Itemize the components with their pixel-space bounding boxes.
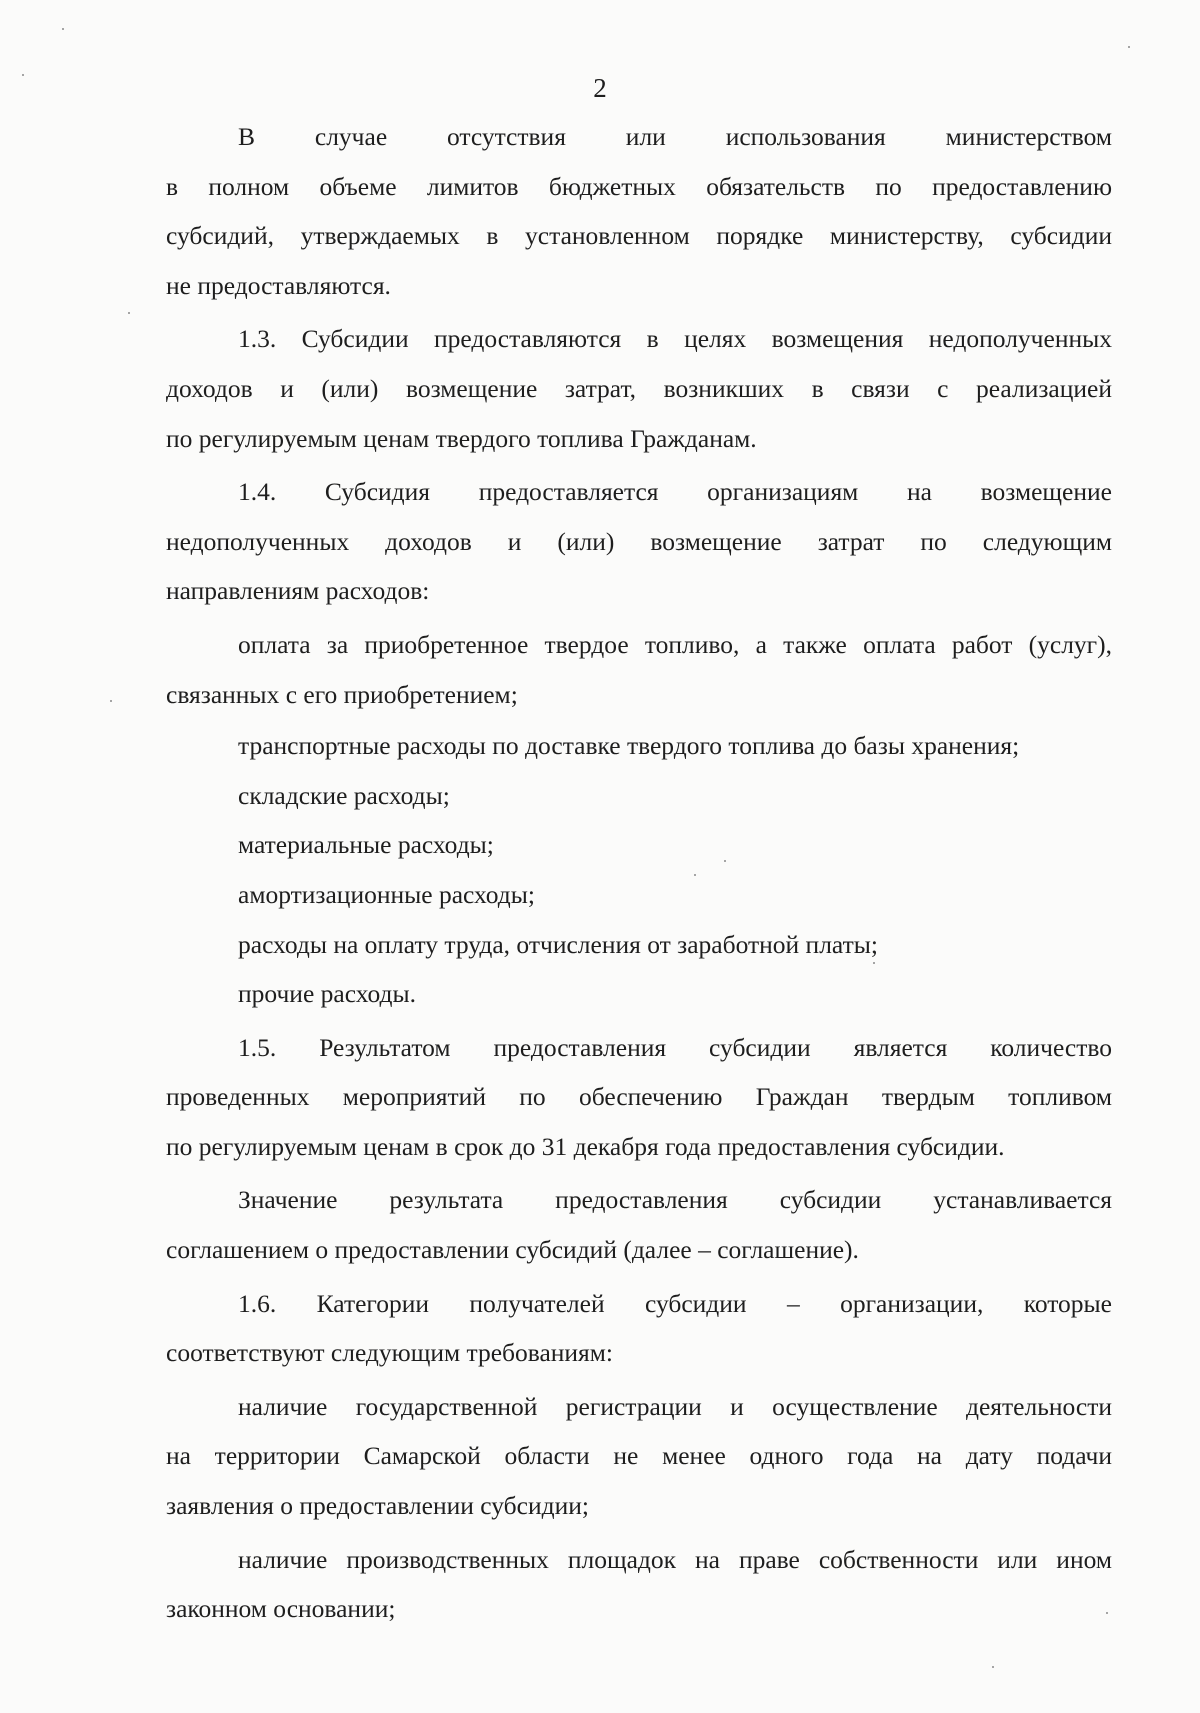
text-line: в полном объеме лимитов бюджетных обязательств по предоставлению xyxy=(166,171,1112,201)
text-line: наличие производственных площадок на праве собственности или ином xyxy=(238,1544,1112,1574)
text-line: направлениям расходов: xyxy=(166,576,430,606)
text-line: по регулируемым ценам твердого топлива Гражданам. xyxy=(166,423,757,453)
scan-speck xyxy=(1128,46,1130,48)
text-line: законном основании; xyxy=(166,1594,396,1624)
text-line: 1.5. Результатом предоставления субсидии является количество xyxy=(238,1032,1112,1062)
paragraph xyxy=(166,1175,1112,1274)
paragraph xyxy=(166,1382,1112,1531)
text-line: заявления о предоставлении субсидии; xyxy=(166,1491,589,1521)
scan-speck xyxy=(1106,1612,1108,1614)
scan-speck xyxy=(873,962,875,964)
list-item: амортизационные расходы; xyxy=(238,879,535,909)
text-line: не предоставляются. xyxy=(166,270,391,300)
text-line: Значение результата предоставления субсидии устанавливается xyxy=(238,1185,1112,1215)
scan-speck xyxy=(694,874,696,876)
text-line: субсидий, утверждаемых в установленном порядке министерству, субсидии xyxy=(166,221,1112,251)
text-line: доходов и (или) возмещение затрат, возникших в связи с реализацией xyxy=(166,373,1112,403)
paragraph xyxy=(166,1023,1112,1172)
text-line: 1.6. Категории получателей субсидии – организации, которые xyxy=(238,1288,1112,1318)
text-line: недополученных доходов и (или) возмещение затрат по следующим xyxy=(166,526,1112,556)
paragraph xyxy=(166,112,1112,310)
text-line: связанных с его приобретением; xyxy=(166,679,518,709)
list-item: складские расходы; xyxy=(238,780,450,810)
list-item: материальные расходы; xyxy=(238,830,494,860)
paragraph xyxy=(166,1279,1112,1378)
text-line: В случае отсутствия или использования министерством xyxy=(238,122,1112,151)
list-item: прочие расходы. xyxy=(238,979,416,1009)
paragraph xyxy=(166,314,1112,463)
text-line: 1.4. Субсидия предоставляется организациям на возмещение xyxy=(238,477,1112,507)
page-number: 2 xyxy=(593,73,607,103)
scan-speck xyxy=(724,860,726,862)
text-line: соглашением о предоставлении субсидий (далее – соглашение). xyxy=(166,1235,859,1265)
text-line: соответствуют следующим требованиям: xyxy=(166,1338,614,1368)
text-line: по регулируемым ценам в срок до 31 декабря года предоставления субсидии. xyxy=(166,1131,1005,1161)
scan-speck xyxy=(128,312,130,314)
text-line: наличие государственной регистрации и осуществление деятельности xyxy=(238,1391,1112,1421)
expense-list xyxy=(166,721,1112,1019)
text-line: оплата за приобретенное твердое топливо, а также оплата работ (услуг), xyxy=(238,629,1112,659)
scan-speck xyxy=(110,700,112,702)
scan-speck xyxy=(992,1666,994,1668)
text-line: 1.3. Субсидии предоставляются в целях возмещения недополученных xyxy=(238,324,1112,354)
list-item: транспортные расходы по доставке твердого топлива до базы хранения; xyxy=(238,731,1020,761)
paragraph xyxy=(166,467,1112,616)
list-item: расходы на оплату труда, отчисления от заработной платы; xyxy=(238,929,878,959)
text-line: на территории Самарской области не менее одного года на дату подачи xyxy=(166,1441,1112,1471)
scan-speck xyxy=(22,74,24,76)
paragraph xyxy=(166,1535,1112,1634)
document-body xyxy=(166,112,1112,1634)
text-line: проведенных мероприятий по обеспечению Граждан твердым топливом xyxy=(166,1082,1112,1112)
paragraph xyxy=(166,620,1112,719)
scan-speck xyxy=(62,28,64,30)
